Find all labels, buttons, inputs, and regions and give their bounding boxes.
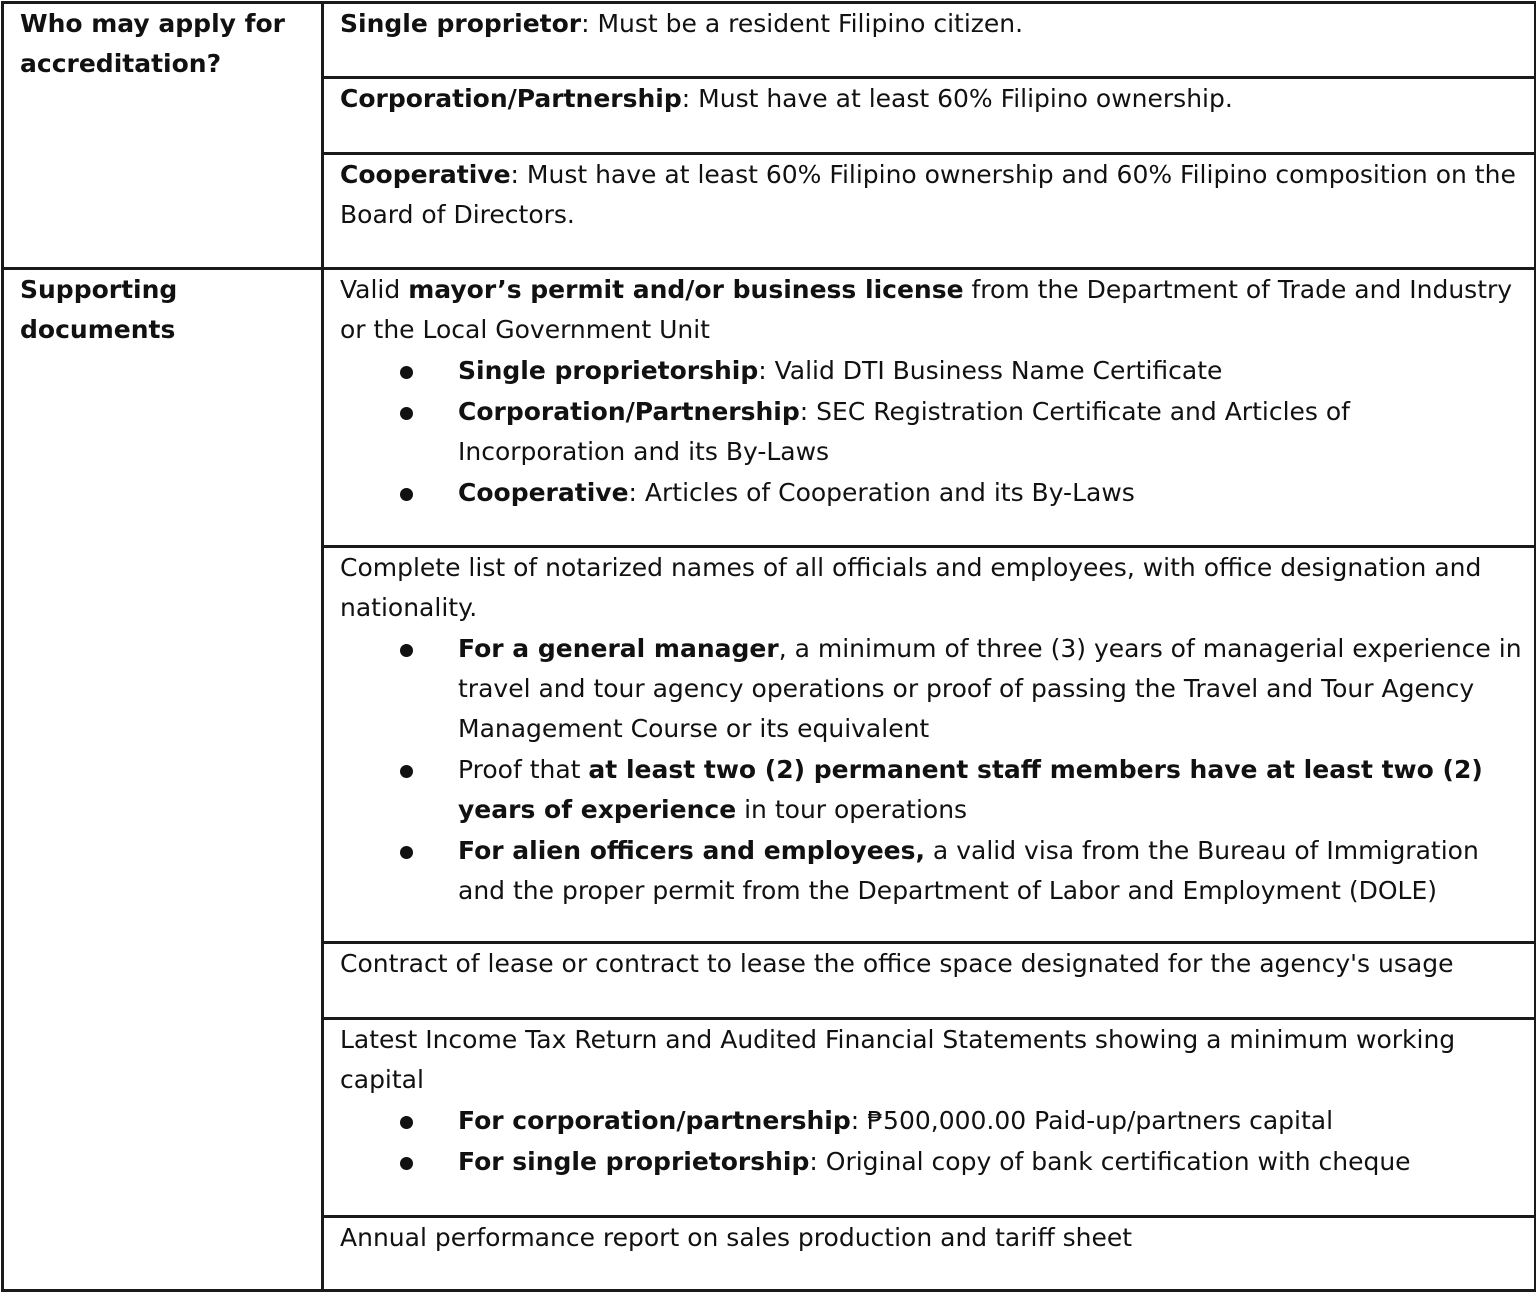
text: : ₱500,000.00 Paid-up/partners capital [850, 1106, 1334, 1135]
bullet-list [340, 351, 1522, 513]
text: Proof that [458, 755, 589, 784]
list-item [340, 1142, 1522, 1182]
term-bold: Cooperative [458, 478, 629, 507]
term-bold: For corporation/partnership [458, 1106, 851, 1135]
list-item [340, 629, 1522, 749]
text: : Original copy of bank certification with cheque [809, 1147, 1411, 1176]
text: : Valid DTI Business Name Certificate [758, 356, 1223, 385]
term-bold: Cooperative [340, 160, 511, 189]
text: Complete list of notarized names of all officials and employees, with office designation and nationality. [340, 553, 1482, 622]
doc-income-tax [323, 1019, 1536, 1217]
doc-annual-report: Annual performance report on sales production and tariff sheet [323, 1217, 1536, 1291]
term-bold: For alien officers and employees, [458, 836, 925, 865]
eligibility-cooperative [323, 154, 1536, 269]
term-description: : Must have at least 60% Filipino ownership and 60% Filipino composition on the Board of Directors. [340, 160, 1516, 229]
requirements-table [1, 1, 1536, 1292]
term-bold: Corporation/Partnership [458, 397, 800, 426]
list-item [340, 473, 1522, 513]
term-bold: mayor’s permit and/or business license [408, 275, 964, 304]
list-item [340, 750, 1522, 830]
section-label-supporting-documents: Supporting documents [3, 269, 323, 1291]
text: in tour operations [736, 795, 968, 824]
term-bold: Single proprietor [340, 9, 582, 38]
eligibility-single-proprietor [323, 3, 1536, 78]
term-bold: For a general manager [458, 634, 779, 663]
bullet-list [340, 1101, 1522, 1182]
term-bold: Corporation/Partnership [340, 84, 682, 113]
doc-permit [323, 269, 1536, 547]
term-bold: at least two (2) permanent staff members have at least two (2) years of experience [458, 755, 1483, 824]
text: : Articles of Cooperation and its By-Laws [628, 478, 1135, 507]
eligibility-corporation-partnership [323, 78, 1536, 154]
list-item [340, 392, 1522, 472]
list-item [340, 831, 1522, 911]
table-row [3, 269, 1536, 547]
text: : SEC Registration Certificate and Articles of Incorporation and its By-Laws [458, 397, 1350, 466]
doc-lease-contract: Contract of lease or contract to lease the office space designated for the agency's usage [323, 943, 1536, 1019]
text: from the Department of Trade and Industry or the Local Government Unit [340, 275, 1513, 344]
text: Latest Income Tax Return and Audited Financial Statements showing a minimum working capital [340, 1025, 1456, 1094]
list-item [340, 1101, 1522, 1141]
term-bold: For single proprietorship [458, 1147, 810, 1176]
section-label-who-may-apply: Who may apply for accreditation? [3, 3, 323, 269]
doc-officials-list [323, 547, 1536, 943]
list-item [340, 351, 1522, 391]
text: Valid [340, 275, 409, 304]
term-description: : Must be a resident Filipino citizen. [581, 9, 1024, 38]
text: , a minimum of three (3) years of managerial experience in travel and tour agency operations or proof of passing the Travel and Tour Agency Management Course or its equivalent [458, 634, 1522, 743]
text: a valid visa from the Bureau of Immigration and the proper permit from the Department of Labor and Employment (DOLE) [458, 836, 1479, 905]
bullet-list [340, 629, 1522, 911]
term-bold: Single proprietorship [458, 356, 759, 385]
term-description: : Must have at least 60% Filipino ownership. [681, 84, 1233, 113]
table-row [3, 3, 1536, 78]
